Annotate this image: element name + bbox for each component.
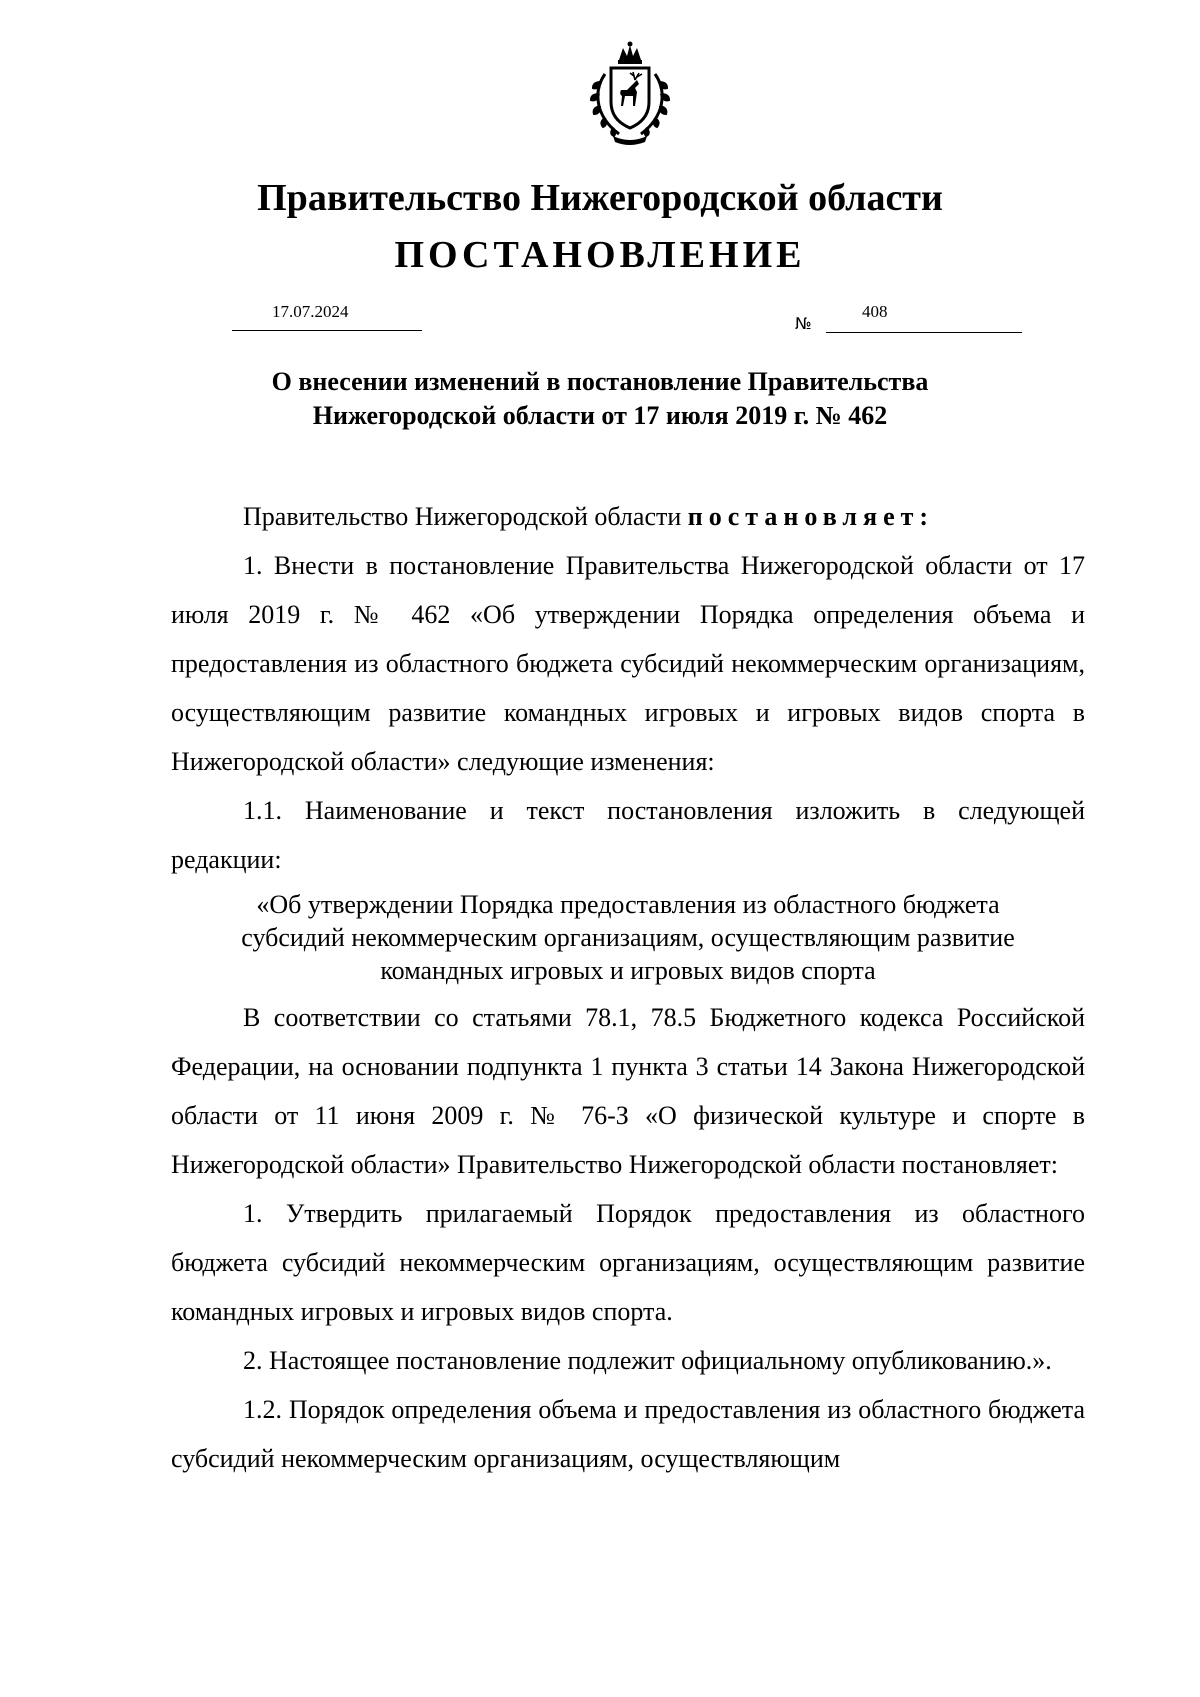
new-title-line-1: «Об утверждении Порядка предоставления из областного бюджета <box>256 890 1000 919</box>
document-type: ПОСТАНОВЛЕНИЕ <box>394 234 806 276</box>
intro-action: постановляет: <box>687 502 935 531</box>
paragraph-1-2: 1.2. Порядок определения объема и предоставления из областного бюджета субсидий некоммерческим организациям, осуществляющим <box>171 1395 1085 1473</box>
subject-line-1: О внесении изменений в постановление Правительства <box>271 367 929 396</box>
new-title <box>181 888 1075 987</box>
document-number: 408 <box>826 300 1022 333</box>
coat-of-arms-icon <box>575 40 685 150</box>
paragraph-1-1: 1.1. Наименование и текст постановления изложить в следующей редакции: <box>171 796 1085 874</box>
document-date: 17.07.2024 <box>232 300 422 331</box>
intro-prefix: Правительство Нижегородской области <box>243 502 688 531</box>
number-label: № <box>795 314 812 333</box>
document-subject <box>0 365 1200 433</box>
document-body <box>171 492 1085 1483</box>
paragraph-new-2: 2. Настоящее постановление подлежит официальному опубликованию.». <box>243 1346 1052 1375</box>
paragraph-new-1: 1. Утвердить прилагаемый Порядок предоставления из областного бюджета субсидий некоммерческим организациям, осуществляющим развитие командных игровых и игровых видов спорта. <box>171 1199 1085 1326</box>
subject-line-2: Нижегородской области от 17 июля 2019 г. № 462 <box>312 401 888 430</box>
intro-paragraph <box>171 492 1085 541</box>
paragraph-basis: В соответствии со статьями 78.1, 78.5 Бюджетного кодекса Российской Федерации, на основании подпункта 1 пункта 3 статьи 14 Закона Нижегородской области от 11 июня 2009 г. № 76-З «О физической культуре и спорте в Нижегородской области» Правительство Нижегородской области постановляет: <box>171 1003 1085 1179</box>
paragraph-1: 1. Внести в постановление Правительства Нижегородской области от 17 июля 2019 г. № 462 «Об утверждении Порядка определения объема и предоставления из областного бюджета субсидий некоммерческим организациям, осуществляющим развитие командных игровых и игровых видов спорта в Нижегородской области» следующие изменения: <box>171 551 1085 776</box>
government-title: Правительство Нижегородской области <box>257 177 943 219</box>
new-title-line-2: субсидий некоммерческим организациям, осуществляющим развитие <box>241 923 1015 952</box>
new-title-line-3: командных игровых и игровых видов спорта <box>380 956 876 985</box>
